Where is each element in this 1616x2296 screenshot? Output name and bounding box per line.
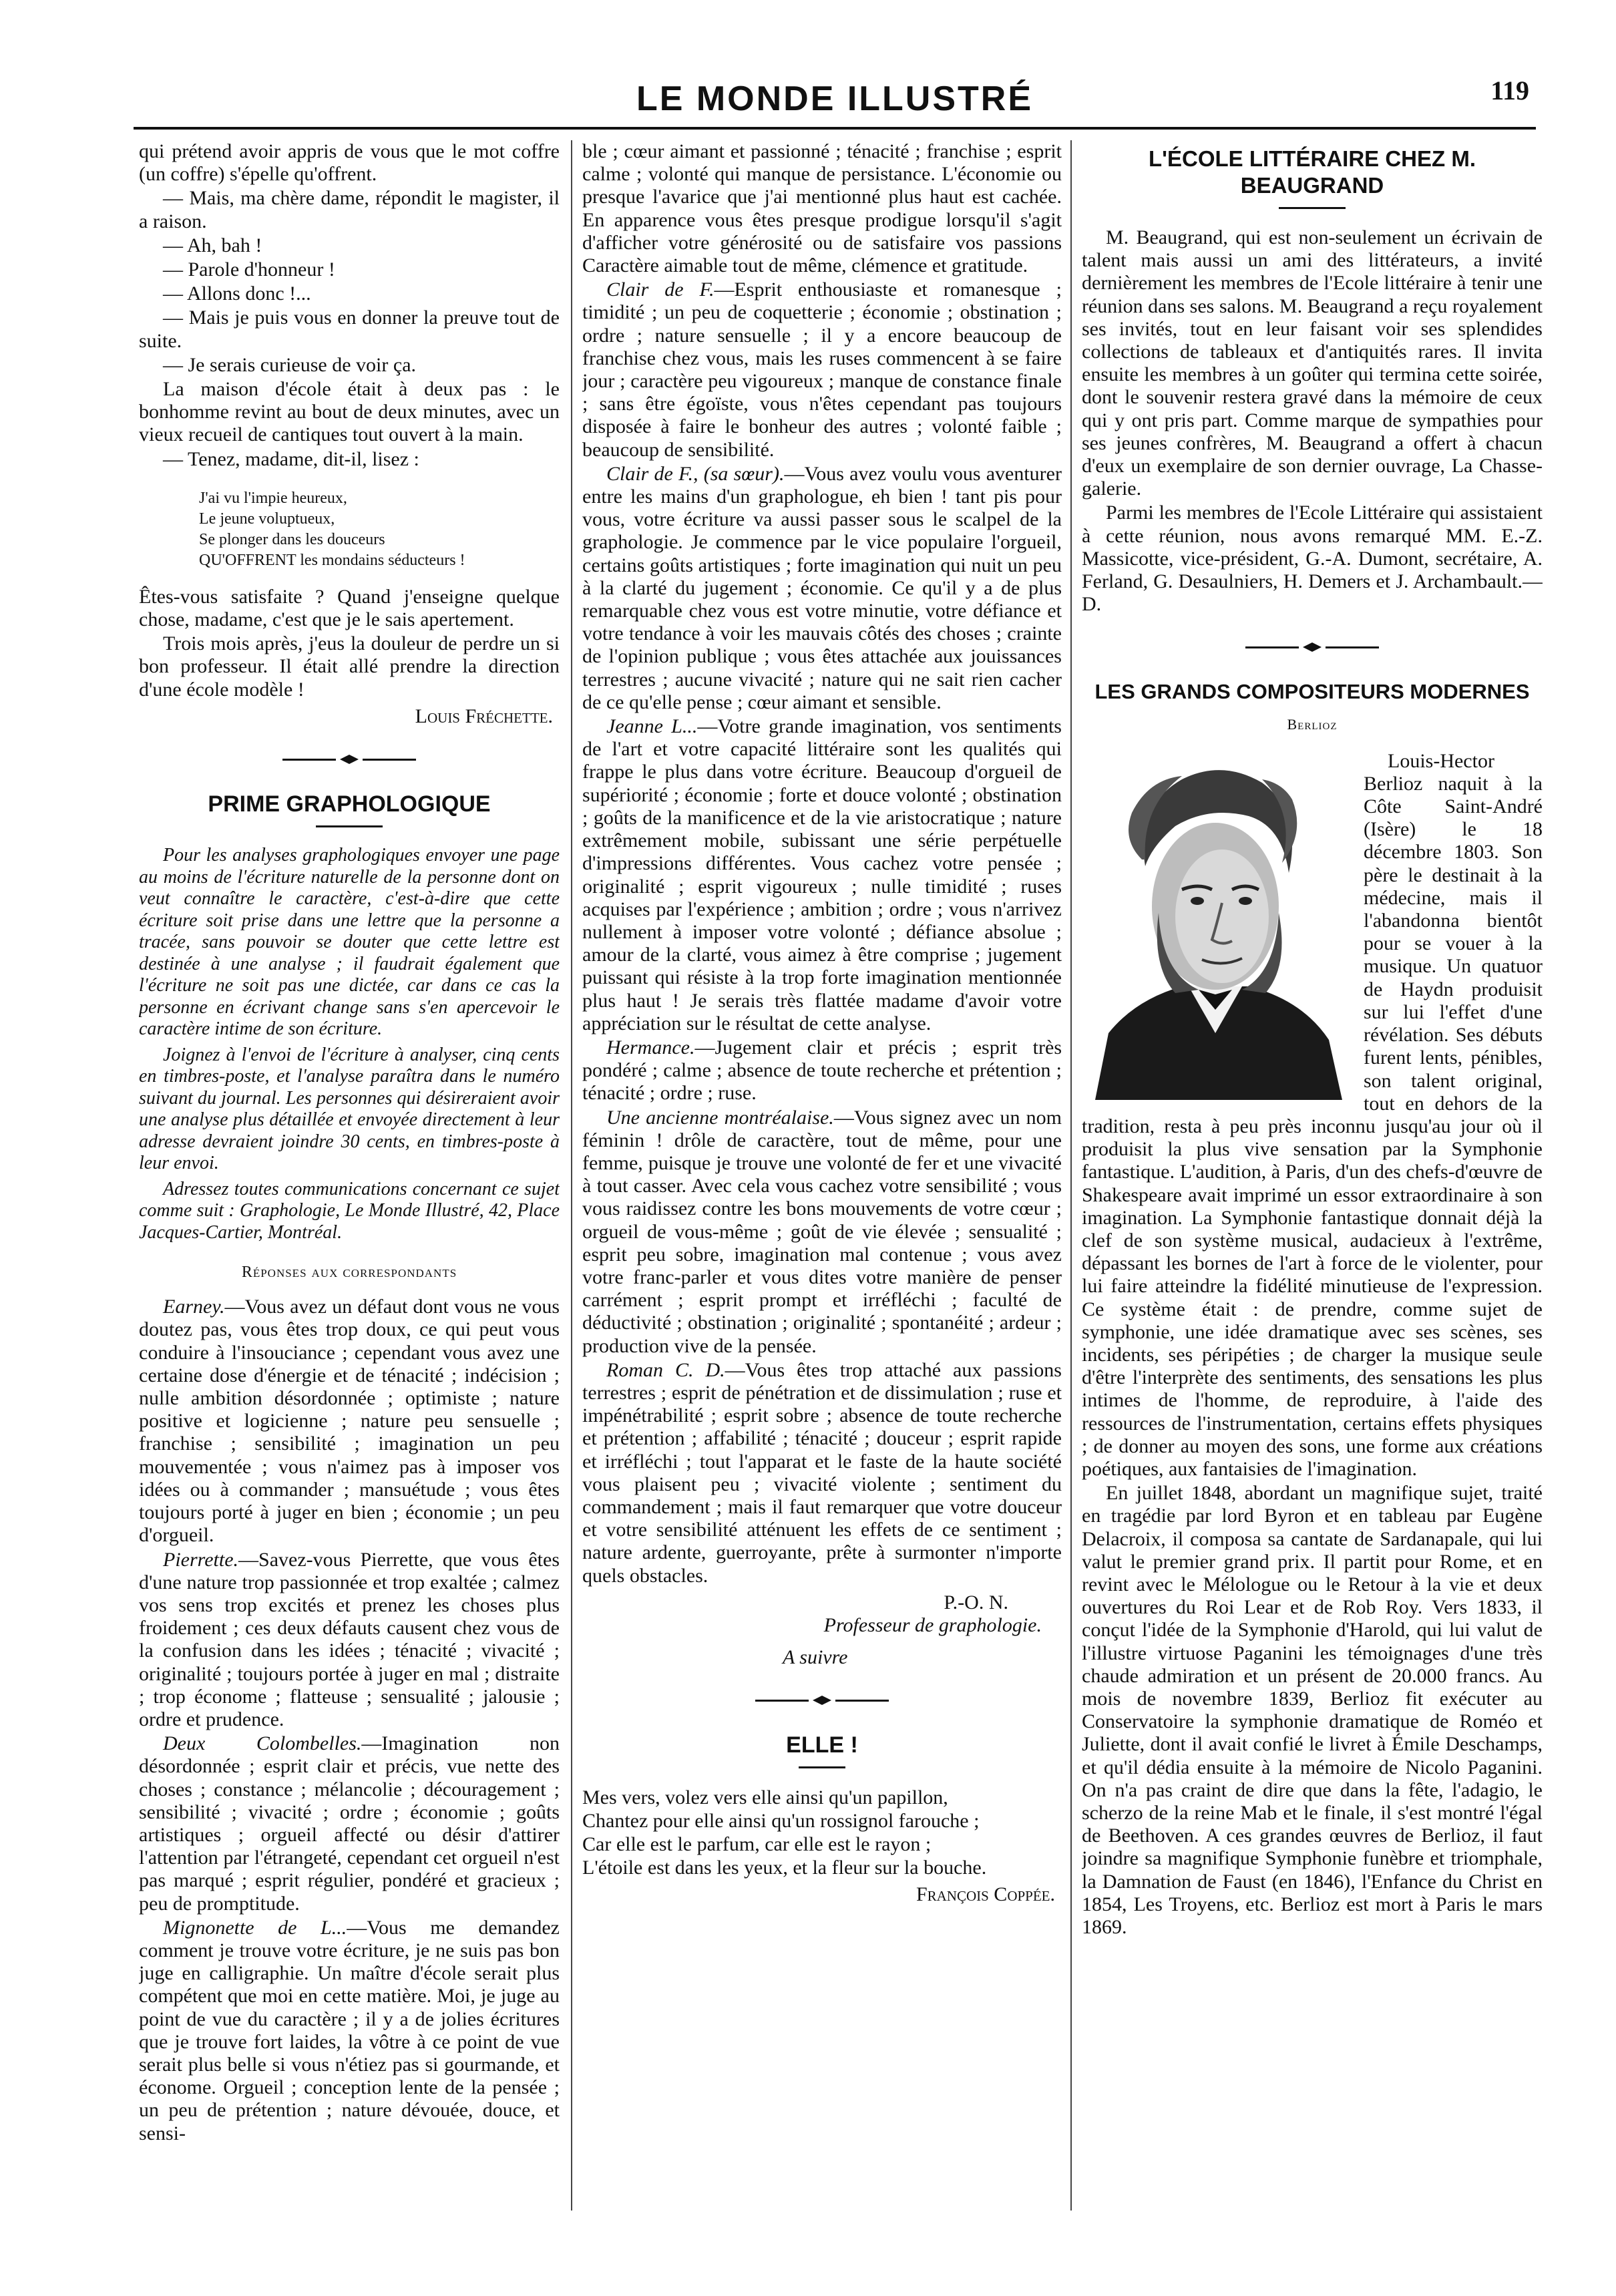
to-follow-note: A suivre (783, 1646, 848, 1669)
response-text: —Vous avez voulu vous aventurer entre les mains d'un graphologue, eh bien ! tant pis pour vous, votre écriture va aussi passer sous le scalpel de la graphologie. Je commence par le vice populaire l'orgueil, certains goûts artistiques ; forte imagination qui nuit un peu à la clarté du jugement ; économie. Ce qu'il y a de plus remarquable chez vous est votre minutie, votre défiance et votre tendance à voir les mauvais côtés des choses ; crainte de l'opinion publique ; vous êtes attachée aux jouissances terrestres ; aucune vivacité ; nature qui ne sait rien cacher de ce qu'elle pense ; cœur aimant et sensible. (582, 462, 1062, 713)
correspondent-name: Jeanne L... (606, 715, 698, 738)
title-rule (1279, 207, 1346, 209)
page-header (134, 67, 1536, 130)
response-text: —Votre grande imagination, vos sentiments de l'art et votre capacité littéraire sont les qualités qui frappe le plus dans votre écriture. Beaucoup d'orgueil de supériorité ; économie ; forte et douce volonté ; obstination ; goûts de la manificence et de la vie aristocratique ; nature extrêmement mobile, subissant une série perpétuelle d'impressions différentes. Vous cachez votre pensée ; originalité ; esprit vigoureux ; nulle timidité ; ruses acquises par l'expérience ; ambition ; ordre ; vous n'arrivez nullement à imposer votre volonté ; défiance absolue ; amour de la clarté, vous aimez à être comprise ; jugement puissant qui résiste à la trop forte imagination mentionnée plus haut ! Je serais très flattée madame d'avoir votre appréciation sur le résultat de cette analyse. (582, 715, 1062, 1034)
verse-line: J'ai vu l'impie heureux, (199, 489, 347, 507)
section-title-prime-graphologique: PRIME GRAPHOLOGIQUE (208, 791, 491, 817)
page-number: 119 (1490, 75, 1529, 106)
story-paragraph: Êtes-vous satisfaite ? Quand j'enseigne quelque chose, madame, c'est que je le sais apertement. (139, 585, 560, 631)
response-entry (582, 463, 1062, 714)
story-paragraph: — Mais je puis vous en donner la preuve tout de suite. (139, 307, 560, 352)
response-entry (582, 1359, 1062, 1587)
correspondent-name: Pierrette. (163, 1548, 239, 1571)
story-paragraph: — Mais, ma chère dame, répondit le magister, il a raison. (139, 187, 560, 232)
response-entry (139, 1296, 560, 1547)
section-title-ecole-litteraire: L'ÉCOLE LITTÉRAIRE CHEZ M. BEAUGRAND (1148, 146, 1476, 198)
article-paragraph: Louis-Hector Berlioz naquit à la Côte Saint-André (Isère) le 18 décembre 1803. Son père le destinait à la médecine, mais il l'abandonna bientôt pour se vouer à la musique. Un quatuor de Haydn produisit sur lui l'effet d'une révélation. Ses débuts furent lents, pénibles, son talent original, tout en dehors de la tradition, resta à peu près inconnu jusqu'au jour où il produisit la plus vive sensation par la Symphonie fantastique. L'audition, à Paris, d'un des chefs-d'œuvre de Shakespeare avait imprimé un essor extraordinaire à son imagination. La Symphonie fantastique donnait déjà la clef de son système musical, audacieux à l'extrême, dépassant les bornes de l'art à force de le violenter, pour lui faire atteindre la fidélité minutieuse de l'expression. Ce système était : de prendre, comme sujet de symphonie, une idée dramatique avec ses scènes, ses incidents, ses péripéties ; de charger la musique seule d'être l'interprète des sentiments, des sensations les plus intimes de l'homme, de reproduire, à l'aide des ressources de l'instrumentation, certains effets physiques ; de donner au moyen des sons, une forme aux créations poétiques, aux fantaisies de l'imagination. (1082, 749, 1543, 1480)
story-paragraph: qui prétend avoir appris de vous que le mot coffre (un coffre) s'épelle qu'offrent. (139, 140, 560, 186)
response-text: —Vous signez avec un nom féminin ! drôle de caractère, tout de même, pour une femme, puisque je trouve une volonté de fer et une vivacité à tout casser. Avec cela vous cachez votre sensibilité ; vous vous raidissez contre les bons mouvements de votre cœur ; orgueil de vous-même ; goût de vie élevée ; sensualité ; esprit peu sobre, imagination mal contenue ; vous avez votre franc-parler et vous dites votre manière de penser carrément ; esprit prompt et irréfléchi ; faculté de déductivité ; obstination ; originalité ; spontanéité ; ardeur ; production vive de la pensée. (582, 1106, 1062, 1357)
response-entry (582, 715, 1062, 1035)
article-paragraph: M. Beaugrand, qui est non-seulement un écrivain de talent mais aussi un ami des littérateurs, a invité dernièrement les membres de l'Ecole littéraire à tenir une réunion dans ses salons. M. Beaugrand a reçu royalement ses invités, tout en leur faisant voir ses splendides collections de tableaux et d'antiquités rares. Il invita ensuite les membres à un goûter qui termina cette soirée, dont le souvenir restera gravé dans la mémoire de ceux qui y ont pris part. Comme marque de sympathies pour ses jeunes confrères, M. Beaugrand a offert à chacun d'eux un exemplaire de son dernier ouvrage, La Chasse-galerie. (1082, 226, 1543, 500)
verse-line: Se plonger dans les douceurs (199, 530, 385, 548)
response-entry (582, 278, 1062, 461)
ornament-divider (1245, 642, 1379, 652)
intro-paragraph: Joignez à l'envoi de l'écriture à analyser, cinq cents en timbres-poste, et l'analyse paraîtra dans le numéro suivant du journal. Les personnes qui désireraient avoir une analyse plus détaillée et envoyée directement à leur adresse devraient joindre 30 cents, en timbres-poste à leur envoi. (139, 1044, 560, 1174)
section-title-elle: ELLE ! (786, 1732, 858, 1758)
intro-paragraph: Pour les analyses graphologiques envoyer une page au moins de l'écriture naturelle de la personne dont on veut connaître le caractère, c'est-à-dire que cette écriture soit prise dans une lettre que la personne a tracée, sans pouvoir se douter que cette lettre est destinée à une analyse ; il faudrait également que l'écriture ne soit pas une dictée, car dans ce cas la personne en écrivant change sans s'en apercevoir le caractère intime de son écriture. (139, 845, 560, 1040)
response-entry (139, 1732, 560, 1915)
response-text: —Vous me demandez comment je trouve votre écriture, je ne suis pas bon juge en calligraphie. Un maître d'école serait plus compétent que moi en cette matière. Moi, je juge au point de vue du caractère ; il y a de jolies écritures que je trouve fort laides, la vôtre à ce point de vue serait plus belle si vous n'étiez pas si gourmande, et économe. Orgueil ; conception lente de la pensée ; un peu de prétention ; nature dévouée, douce, et sensi- (139, 1916, 560, 2144)
correspondent-name: Clair de F., (sa sœur). (606, 462, 785, 485)
author-signature: Louis Fréchette. (415, 705, 553, 727)
response-text: —Savez-vous Pierrette, que vous êtes d'une nature trop passionnée et trop exaltée ; calmez vos sens trop excités et prenez les choses plus froidement ; ces deux défauts causent chez vous de la confusion dans les idées ; ténacité ; vivacité ; originalité ; toujours portée à juger en mal ; distraite ; trop économe ; flatteuse ; sensualité ; jalousie ; ordre et prudence. (139, 1548, 560, 1730)
article-paragraph: En juillet 1848, abordant un magnifique sujet, traité en tragédie par lord Byron et en tableau par Eugène Delacroix, il composa sa cantate de Sardanapale, qui lui valut le premier grand prix. Il partit pour Rome, et en revint avec le Mélologue ou le Retour à la vie et deux ouvertures du Roi Lear et de Rob Roy. Vers 1833, il conçut l'idée de la Symphonie d'Harold, qui lui valut de l'illustre virtuose Paganini les témoignages d'une très chaude admiration et un présent de 20.000 francs. Au mois de novembre 1839, Berlioz fit exécuter au Conservatoire la symphonie dramatique de Roméo et Juliette, dont il avait confié le livret à Émile Deschamps, et qu'il dédia ensuite à la mémoire de Nicolo Paganini. On n'a pas craint de dire que dans la fête, l'adagio, le scherzo de la reine Mab et le finale, il s'est montré l'égal de Beethoven. A ces grandes œuvres de Berlioz, il faut joindre sa magnifique Symphonie funèbre et triomphale, la Damnation de Faust (en 1846), l'Enfance du Christ en 1854, Les Troyens, etc. Berlioz est mort à Paris le mars 1869. (1082, 1482, 1543, 1939)
story-paragraph: — Parole d'honneur ! (163, 258, 335, 281)
ornament-divider (282, 755, 416, 764)
graphologist-title: Professeur de graphologie. (823, 1614, 1042, 1636)
column-3 (1082, 140, 1543, 2264)
verse-line: Le jeune voluptueux, (199, 510, 335, 528)
response-text: —Jugement clair et précis ; esprit très pondéré ; calme ; absence de toute recherche et prétention ; ténacité ; ordre ; ruse. (582, 1036, 1062, 1105)
story-paragraph: Trois mois après, j'eus la douleur de perdre un si bon professeur. Il était allé prendre la direction d'une école modèle ! (139, 632, 560, 701)
response-entry (139, 1917, 560, 2145)
poet-signature: François Coppée. (916, 1883, 1055, 1906)
correspondent-name: Earney. (163, 1296, 225, 1318)
title-rule (316, 825, 383, 827)
ornament-divider (755, 1696, 889, 1705)
correspondent-name: Deux Colombelles. (163, 1732, 362, 1755)
section-title-compositeurs: LES GRANDS COMPOSITEURS MODERNES (1094, 680, 1530, 704)
response-continuation: ble ; cœur aimant et passionné ; ténacité ; franchise ; esprit calme ; volonté qui manque de persistance. L'économie ou presque l'avarice que j'ai mentionné plus haut est cachée. En apparence vous êtes presque prodigue lorsqu'il s'agit d'afficher votre générosité ou de satisfaire vos passions Caractère aimable tout de même, clémence et gratitude. (582, 140, 1062, 277)
column-1 (139, 140, 560, 2264)
poem-line: Car elle est le parfum, car elle est le rayon ; (582, 1833, 932, 1856)
poem-line: L'étoile est dans les yeux, et la fleur sur la bouche. (582, 1857, 987, 1879)
story-paragraph: — Ah, bah ! (163, 234, 262, 256)
column-2 (582, 140, 1062, 2264)
story-paragraph: La maison d'école était à deux pas : le bonhomme revint au bout de deux minutes, avec un vieux recueil de cantiques tout ouvert à la main. (139, 378, 560, 446)
story-paragraph: — Tenez, madame, dit-il, lisez : (163, 447, 419, 470)
poem-line: Mes vers, volez vers elle ainsi qu'un papillon, (582, 1786, 948, 1809)
article-paragraph: Parmi les membres de l'Ecole Littéraire qui assistaient à cette réunion, nous avons remarqué MM. E.-Z. Massicotte, vice-président, G.-A. Dumont, secrétaire, A. Ferland, G. Desaulniers, H. Demers et J. Archambault.—D. (1082, 502, 1543, 616)
response-entry (139, 1549, 560, 1732)
graphologist-signature: P.-O. N. (944, 1591, 1008, 1613)
correspondent-name: Mignonette de L... (163, 1916, 347, 1939)
response-text: —Imagination non désordonnée ; esprit clair et précis, vue nette des choses ; constance ; mélancolie ; découragement ; sensibilité ; vivacité ; ordre ; économie ; goûts artistiques ; orgueil affecté ou désir d'attirer l'attention par l'étrangeté, cependant cet orgueil n'est pas marqué ; esprit régulier, pondéré et gracieux ; peu de promptitude. (139, 1732, 560, 1915)
response-entry (582, 1107, 1062, 1358)
story-paragraph: — Allons donc !... (163, 282, 311, 305)
portrait-berlioz-icon (1082, 753, 1349, 1100)
column-divider (1070, 140, 1072, 2211)
poem-line: Chantez pour elle ainsi qu'un rossignol farouche ; (582, 1810, 980, 1833)
correspondent-name: Clair de F. (606, 278, 715, 301)
poem (582, 1786, 1062, 1879)
response-text: —Esprit enthousiaste et romanesque ; timidité ; un peu de coquetterie ; économie ; obstination ; ordre ; nature sensuelle ; il y a encore beaucoup de franchise chez vous, mais les ruses commencent à se faire jour ; caractère peu vigoureux ; manque de constance finale ; sans être égoïste, vous n'êtes cependant pas toujours disposée à faire le bonheur des autres ; volonté faible ; beaucoup de sensibilité. (582, 278, 1062, 461)
masthead-title: LE MONDE ILLUSTRÉ (636, 79, 1034, 118)
correspondent-name: Roman C. D. (606, 1358, 725, 1381)
response-text: —Vous êtes trop attaché aux passions terrestres ; esprit de pénétration et de dissimulation ; ruse et impénétrabilité ; esprit sobre ; absence de toute recherche et prétention ; affabilité ; ténacité ; douceur ; esprit rapide et irréfléchi ; tout l'apparat et le faste de la haute société vous plaisent peu ; vivacité violente ; sentiment du commandement ; mais il faut remarquer que votre douceur et votre sensibilité atténuent les effets de ce sentiment ; nature ardente, guerroyante, prête à surmonter n'importe quels obstacles. (582, 1358, 1062, 1587)
correspondent-name: Hermance. (606, 1036, 695, 1059)
hymn-verse (199, 488, 560, 571)
berlioz-subheading: Berlioz (1287, 716, 1338, 733)
response-text: —Vous avez un défaut dont vous ne vous doutez pas, vous êtes trop doux, ce qui peut vous conduire à l'insouciance ; cependant vous avez une certaine dose d'énergie et de ténacité ; indécision ; nulle ambition désordonnée ; optimiste ; nature positive et logicienne ; nature peu sensuelle ; franchise ; sensibilité ; imagination un peu mouvementée ; vous n'aimez pas à imposer vos idées ou à commander ; mansuétude ; vous êtes toujours porté à juger en bien ; économie ; un peu d'orgueil. (139, 1296, 560, 1547)
portrait-illustration (1082, 753, 1349, 1100)
story-paragraph: — Je serais curieuse de voir ça. (163, 353, 417, 376)
intro-paragraph: Adressez toutes communications concernant ce sujet comme suit : Graphologie, Le Monde Illustré, 42, Place Jacques-Cartier, Montréal. (139, 1178, 560, 1243)
verse-line: QU'OFFRENT les mondains séducteurs ! (199, 551, 465, 569)
responses-heading: Réponses aux correspondants (241, 1264, 457, 1282)
correspondent-name: Une ancienne montréalaise. (606, 1106, 834, 1129)
title-rule (799, 1766, 845, 1768)
response-entry (582, 1036, 1062, 1105)
column-divider (571, 140, 572, 2211)
